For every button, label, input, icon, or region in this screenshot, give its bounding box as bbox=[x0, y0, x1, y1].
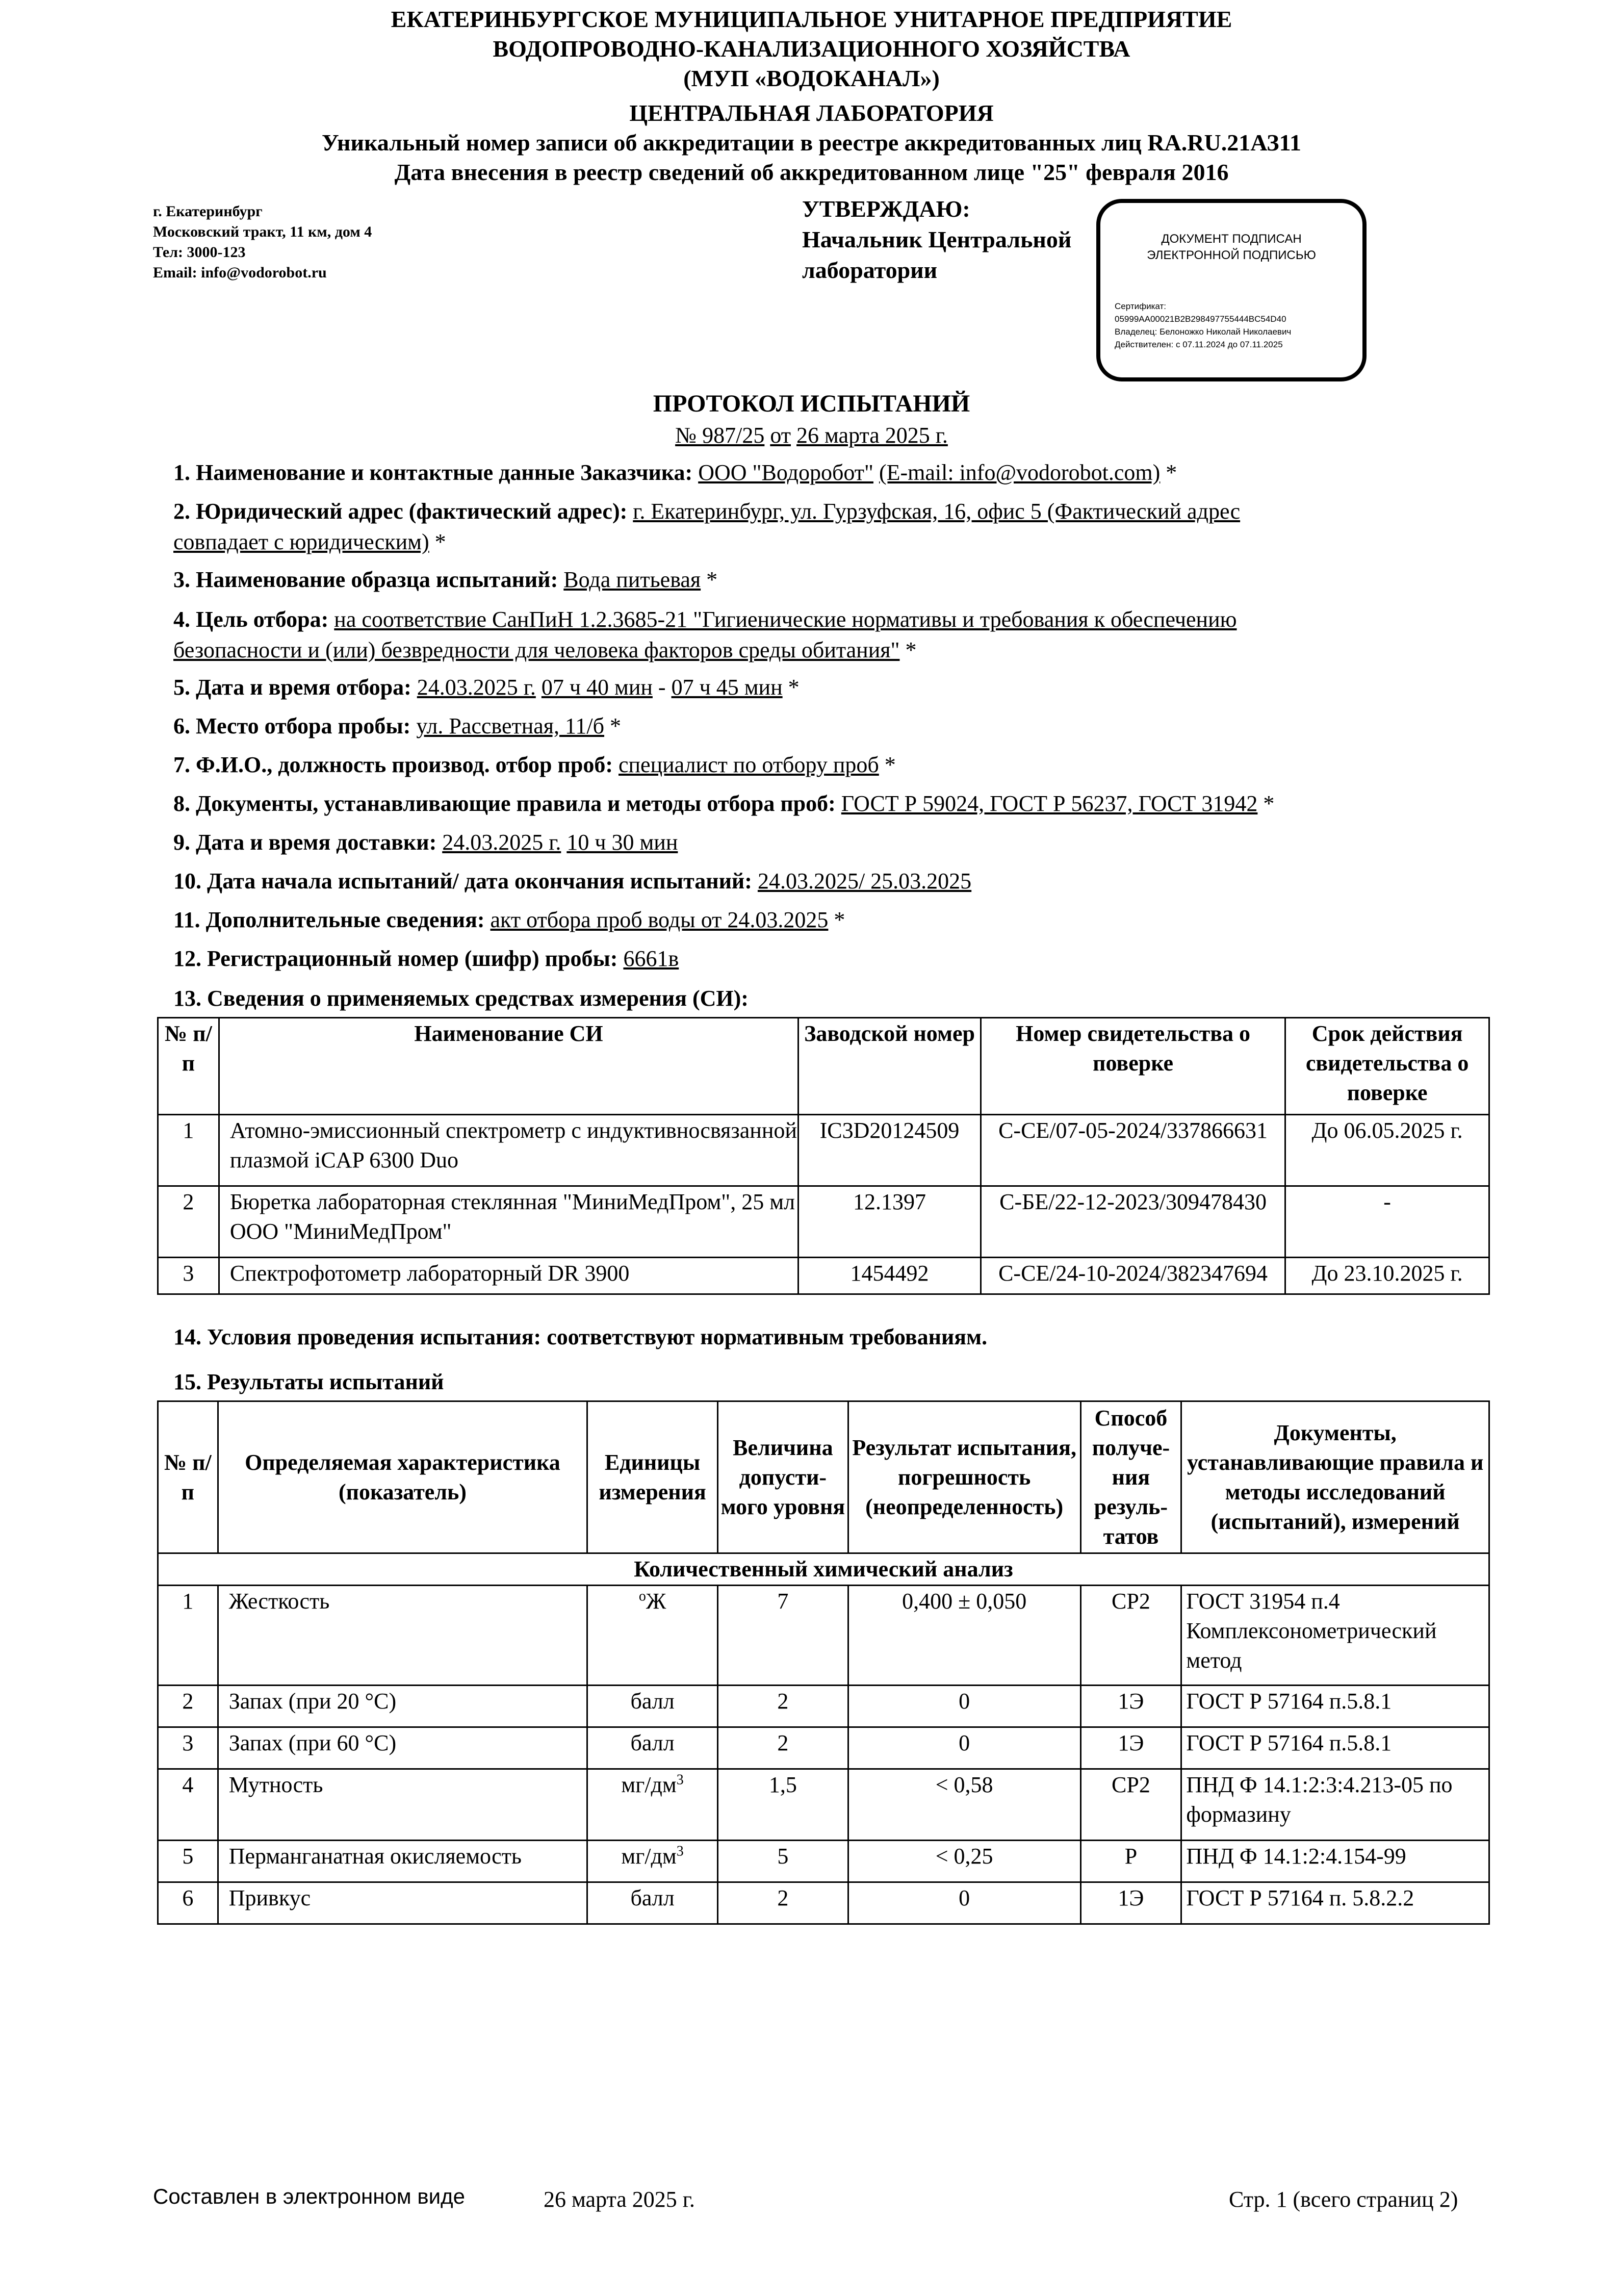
cell-limit: 7 bbox=[717, 1586, 848, 1686]
cell-num: 1 bbox=[158, 1586, 218, 1686]
item-value: 24.03.2025/ 25.03.2025 bbox=[757, 869, 972, 894]
cell-method: 1Э bbox=[1080, 1727, 1181, 1769]
section-title: 13. Сведения о применяемых средствах измерения (СИ): bbox=[173, 986, 749, 1011]
cell-limit: 2 bbox=[717, 1686, 848, 1727]
item-delivery-datetime bbox=[173, 827, 1438, 858]
cell-result: < 0,58 bbox=[848, 1769, 1080, 1841]
stamp-valid: Действителен: с 07.11.2024 до 07.11.2025 bbox=[1115, 340, 1283, 349]
item-sampler bbox=[173, 750, 1438, 780]
item-tail: * bbox=[701, 567, 718, 592]
item-value: акт отбора проб воды от 24.03.2025 bbox=[490, 907, 829, 932]
table-header-row bbox=[158, 1401, 1489, 1553]
item-sampling-place bbox=[173, 711, 1438, 742]
cell-characteristic: Мутность bbox=[218, 1769, 587, 1841]
stamp-heading-line2: ЭЛЕКТРОННОЙ ПОДПИСЬЮ bbox=[1147, 248, 1316, 262]
cell-documents: ГОСТ Р 57164 п.5.8.1 bbox=[1181, 1727, 1489, 1769]
stamp-heading bbox=[1100, 231, 1362, 264]
cell-characteristic: Запах (при 60 °С) bbox=[218, 1727, 587, 1769]
contact-email: Email: info@vodorobot.ru bbox=[153, 264, 327, 281]
cell-num: 4 bbox=[158, 1769, 218, 1841]
table-row bbox=[158, 1258, 1489, 1294]
cell-name: Атомно-эмиссионный спектрометр с индуктивносвязанной плазмой iCAP 6300 Duo bbox=[219, 1115, 798, 1186]
item-value-cont: безопасности и (или) безвредности для человека факторов среды обитания" bbox=[173, 637, 900, 662]
cell-num: 3 bbox=[158, 1727, 218, 1769]
cell-units: балл bbox=[587, 1882, 718, 1924]
item-label: 4. Цель отбора: bbox=[173, 607, 329, 632]
item-value: 24.03.2025 г. bbox=[442, 830, 561, 855]
cell-serial: 12.1397 bbox=[798, 1186, 981, 1258]
item-tail: * bbox=[782, 675, 800, 700]
item-sample-name bbox=[173, 565, 1438, 595]
item-label: 7. Ф.И.О., должность производ. отбор проб: bbox=[173, 752, 613, 777]
approval-block bbox=[802, 194, 1071, 286]
item-label: 9. Дата и время доставки: bbox=[173, 830, 437, 855]
cell-documents: ГОСТ 31954 п.4 Комплексонометрический метод bbox=[1181, 1586, 1489, 1686]
cell-limit: 5 bbox=[717, 1841, 848, 1882]
cell-serial: 1454492 bbox=[798, 1258, 981, 1294]
protocol-title: ПРОТОКОЛ ИСПЫТАНИЙ bbox=[653, 390, 970, 417]
cell-name: Спектрофотометр лабораторный DR 3900 bbox=[219, 1258, 798, 1294]
cell-serial: IC3D20124509 bbox=[798, 1115, 981, 1186]
item-value: ООО "Водоробот" bbox=[698, 460, 873, 485]
item-legal-address bbox=[173, 496, 1438, 557]
cell-units: $^о$Ж bbox=[587, 1586, 718, 1686]
lab-contacts bbox=[153, 201, 372, 283]
item-value-time-start: 07 ч 40 мин bbox=[541, 675, 653, 700]
cell-characteristic: Жесткость bbox=[218, 1586, 587, 1686]
stamp-owner: Владелец: Белоножко Николай Николаевич bbox=[1115, 327, 1292, 337]
digital-signature-stamp bbox=[1096, 199, 1367, 381]
cell-num: 3 bbox=[158, 1258, 219, 1294]
item-value: 6661в bbox=[623, 946, 679, 971]
cell-characteristic: Перманганатная окисляемость bbox=[218, 1841, 587, 1882]
cell-units: балл bbox=[587, 1686, 718, 1727]
item-label: 11. Дополнительные сведения: bbox=[173, 907, 485, 932]
table-row bbox=[158, 1841, 1489, 1882]
col-header-num: № п/п bbox=[158, 1401, 218, 1553]
cell-num: 2 bbox=[158, 1186, 219, 1258]
cell-method: СР2 bbox=[1080, 1586, 1181, 1686]
item-tail: * bbox=[1257, 791, 1275, 816]
approve-role-line2: лаборатории bbox=[802, 257, 938, 283]
col-header-validity: Срок действия свидетельства о поверке bbox=[1285, 1018, 1489, 1115]
table-row bbox=[158, 1686, 1489, 1727]
col-header-units: Единицы измерения bbox=[587, 1401, 718, 1553]
cell-limit: 1,5 bbox=[717, 1769, 848, 1841]
section-13-title bbox=[173, 983, 1438, 1014]
contact-city: г. Екатеринбург bbox=[153, 203, 263, 220]
protocol-date: 26 марта 2025 г. bbox=[796, 423, 948, 448]
item-test-dates bbox=[173, 866, 1438, 897]
cell-units: балл bbox=[587, 1727, 718, 1769]
cell-documents: ПНД Ф 14.1:2:4.154-99 bbox=[1181, 1841, 1489, 1882]
cell-characteristic: Запах (при 20 °С) bbox=[218, 1686, 587, 1727]
cell-method: СР2 bbox=[1080, 1769, 1181, 1841]
col-header-documents: Документы, устанавливающие правила и методы исследований (испытаний), измерений bbox=[1181, 1401, 1489, 1553]
item-additional-info bbox=[173, 905, 1438, 935]
cell-num: 2 bbox=[158, 1686, 218, 1727]
footer-created-note: Составлен в электронном виде bbox=[153, 2184, 465, 2208]
protocol-from: от bbox=[770, 423, 791, 448]
contact-phone: Тел: 3000-123 bbox=[153, 244, 246, 261]
cell-result: 0 bbox=[848, 1882, 1080, 1924]
section-14 bbox=[173, 1322, 1438, 1353]
cell-limit: 2 bbox=[717, 1882, 848, 1924]
table-row bbox=[158, 1882, 1489, 1924]
item-tail: * bbox=[879, 752, 896, 777]
cell-documents: ПНД Ф 14.1:2:3:4.213-05 по формазину bbox=[1181, 1769, 1489, 1841]
item-tail: * bbox=[604, 713, 621, 738]
col-header-method: Способ получе-ния резуль-татов bbox=[1080, 1401, 1181, 1553]
item-value: г. Екатеринбург, ул. Гурзуфская, 16, офис 5 (Фактический адрес bbox=[633, 499, 1241, 524]
item-label: 5. Дата и время отбора: bbox=[173, 675, 411, 700]
cell-limit: 2 bbox=[717, 1727, 848, 1769]
stamp-cert-label: Сертификат: bbox=[1115, 301, 1166, 311]
accreditation-number: Уникальный номер записи об аккредитации в реестре аккредитованных лиц RA.RU.21АЗ11 bbox=[321, 130, 1302, 156]
cell-validity: До 23.10.2025 г. bbox=[1285, 1258, 1489, 1294]
col-header-characteristic: Определяемая характеристика (показатель) bbox=[218, 1401, 587, 1553]
unit-sup: 3 bbox=[676, 1843, 684, 1859]
item-value-time: 10 ч 30 мин bbox=[566, 830, 678, 855]
item-value-cont: совпадает с юридическим) bbox=[173, 529, 429, 554]
cell-result: 0,400 ± 0,050 bbox=[848, 1586, 1080, 1686]
item-value-extra: (E-mail: info@vodorobot.com) bbox=[879, 460, 1161, 485]
item-tail: * bbox=[1160, 460, 1177, 485]
table-row bbox=[158, 1186, 1489, 1258]
item-value: на соответствие СанПиН 1.2.3685-21 "Гигиенические нормативы и требования к обеспечению bbox=[334, 607, 1237, 632]
section-title: 15. Результаты испытаний bbox=[173, 1369, 444, 1394]
stamp-heading-line1: ДОКУМЕНТ ПОДПИСАН bbox=[1161, 232, 1302, 246]
cell-result: 0 bbox=[848, 1686, 1080, 1727]
table-row bbox=[158, 1586, 1489, 1686]
col-header-limit: Величина допусти-мого уровня bbox=[717, 1401, 848, 1553]
cell-method: 1Э bbox=[1080, 1882, 1181, 1924]
table-group-row bbox=[158, 1553, 1489, 1586]
cell-certificate: С-БЕ/22-12-2023/309478430 bbox=[981, 1186, 1285, 1258]
cell-validity: До 06.05.2025 г. bbox=[1285, 1115, 1489, 1186]
table-row bbox=[158, 1769, 1489, 1841]
item-value-time-end: 07 ч 45 мин bbox=[671, 675, 783, 700]
item-tail: * bbox=[899, 637, 917, 662]
cell-units: $мг/дм^3$ bbox=[587, 1769, 718, 1841]
table-row bbox=[158, 1115, 1489, 1186]
stamp-cert: 05999AA00021B2B298497755444BC54D40 bbox=[1115, 314, 1286, 324]
protocol-number-line bbox=[0, 422, 1623, 448]
section-title: 14. Условия проведения испытания: соответствуют нормативным требованиям. bbox=[173, 1324, 988, 1349]
col-header-certificate: Номер свидетельства о поверке bbox=[981, 1018, 1285, 1115]
contact-address: Московский тракт, 11 км, дом 4 bbox=[153, 223, 372, 240]
approve-role-line1: Начальник Центральной bbox=[802, 226, 1072, 252]
footer-page-number: Стр. 1 (всего страниц 2) bbox=[1229, 2187, 1458, 2212]
item-label: 3. Наименование образца испытаний: bbox=[173, 567, 558, 592]
unit-sup: 3 bbox=[676, 1772, 684, 1788]
col-header-serial: Заводской номер bbox=[798, 1018, 981, 1115]
item-tail: * bbox=[429, 529, 446, 554]
cell-certificate: С-СЕ/24-10-2024/382347694 bbox=[981, 1258, 1285, 1294]
cell-documents: ГОСТ Р 57164 п. 5.8.2.2 bbox=[1181, 1882, 1489, 1924]
cell-validity: - bbox=[1285, 1186, 1489, 1258]
item-label: 1. Наименование и контактные данные Заказчика: bbox=[173, 460, 693, 485]
table-row bbox=[158, 1727, 1489, 1769]
cell-num: 1 bbox=[158, 1115, 219, 1186]
org-name-line1: ЕКАТЕРИНБУРГСКОЕ МУНИЦИПАЛЬНОЕ УНИТАРНОЕ ПРЕДПРИЯТИЕ bbox=[391, 6, 1232, 32]
cell-method: Р bbox=[1080, 1841, 1181, 1882]
table-header-row bbox=[158, 1018, 1489, 1115]
instruments-table bbox=[157, 1017, 1490, 1295]
accreditation-date: Дата внесения в реестр сведений об аккредитованном лице "25" февраля 2016 bbox=[394, 159, 1229, 185]
cell-num: 6 bbox=[158, 1882, 218, 1924]
item-sample-code bbox=[173, 943, 1438, 974]
lab-name: ЦЕНТРАЛЬНАЯ ЛАБОРАТОРИЯ bbox=[629, 100, 994, 126]
cell-name: Бюретка лабораторная стеклянная "МиниМедПром", 25 мл ООО "МиниМедПром" bbox=[219, 1186, 798, 1258]
cell-units: $мг/дм^3$ bbox=[587, 1841, 718, 1882]
item-value: ГОСТ Р 59024, ГОСТ Р 56237, ГОСТ 31942 bbox=[841, 791, 1258, 816]
item-separator: - bbox=[652, 675, 672, 700]
approve-title: УТВЕРЖДАЮ: bbox=[802, 196, 970, 222]
protocol-number: № 987/25 bbox=[675, 423, 765, 448]
item-sampling-docs bbox=[173, 788, 1438, 819]
item-customer bbox=[173, 457, 1438, 488]
org-name-line2: ВОДОПРОВОДНО-КАНАЛИЗАЦИОННОГО ХОЗЯЙСТВА bbox=[493, 36, 1130, 62]
cell-method: 1Э bbox=[1080, 1686, 1181, 1727]
cell-characteristic: Привкус bbox=[218, 1882, 587, 1924]
col-header-result: Результат испытания, погрешность (неопределенность) bbox=[848, 1401, 1080, 1553]
item-purpose bbox=[173, 604, 1438, 666]
item-label: 6. Место отбора пробы: bbox=[173, 713, 411, 738]
footer-date: 26 марта 2025 г. bbox=[544, 2187, 695, 2212]
col-header-name: Наименование СИ bbox=[219, 1018, 798, 1115]
section-15-title bbox=[173, 1367, 1438, 1397]
item-label: 12. Регистрационный номер (шифр) пробы: bbox=[173, 946, 618, 971]
cell-num: 5 bbox=[158, 1841, 218, 1882]
org-name-line3: (МУП «ВОДОКАНАЛ») bbox=[683, 65, 940, 91]
col-header-num: № п/п bbox=[158, 1018, 219, 1115]
item-value: 24.03.2025 г. bbox=[417, 675, 536, 700]
item-label: 8. Документы, устанавливающие правила и методы отбора проб: bbox=[173, 791, 836, 816]
group-heading: Количественный химический анализ bbox=[158, 1553, 1489, 1586]
item-label: 2. Юридический адрес (фактический адрес): bbox=[173, 499, 628, 524]
cell-certificate: С-СЕ/07-05-2024/337866631 bbox=[981, 1115, 1285, 1186]
unit-sup: о bbox=[638, 1588, 646, 1604]
results-table bbox=[157, 1400, 1490, 1925]
item-label: 10. Дата начала испытаний/ дата окончания испытаний: bbox=[173, 869, 752, 894]
item-value: ул. Рассветная, 11/б bbox=[416, 713, 604, 738]
item-tail: * bbox=[828, 907, 845, 932]
stamp-details bbox=[1115, 300, 1291, 351]
item-value: специалист по отбору проб bbox=[618, 752, 879, 777]
cell-documents: ГОСТ Р 57164 п.5.8.1 bbox=[1181, 1686, 1489, 1727]
item-value: Вода питьевая bbox=[563, 567, 701, 592]
cell-result: < 0,25 bbox=[848, 1841, 1080, 1882]
cell-result: 0 bbox=[848, 1727, 1080, 1769]
item-sampling-datetime bbox=[173, 672, 1438, 703]
